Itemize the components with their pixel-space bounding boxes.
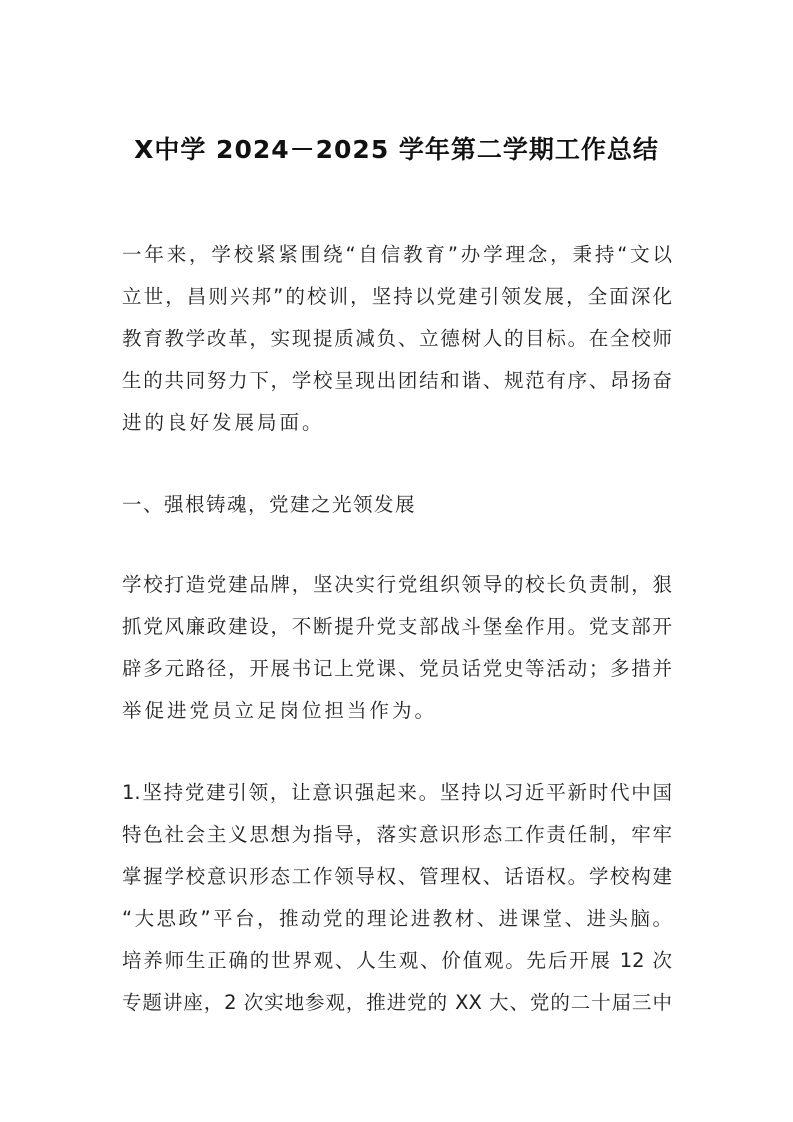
- section-paragraph-line: 辟多元路径，开展书记上党课、党员话党史等活动；多措并: [122, 657, 672, 680]
- intro-line: 教育教学改革，实现提质减负、立德树人的目标。在全校师: [122, 327, 672, 350]
- item-paragraph-line: 掌握学校意识形态工作领导权、管理权、话语权。学校构建: [122, 865, 672, 888]
- item-paragraph-line: 1.坚持党建引领，让意识强起来。坚持以习近平新时代中国: [122, 781, 672, 804]
- section-paragraph-line: 举促进党员立足岗位担当作为。: [122, 699, 438, 722]
- item-paragraph-line: 专题讲座，2 次实地参观，推进党的 XX 大、党的二十届三中: [122, 991, 672, 1014]
- section-paragraph-line: 抓党风廉政建设，不断提升党支部战斗堡垒作用。党支部开: [122, 615, 672, 638]
- section-heading: 一、强根铸魂，党建之光领发展: [122, 493, 417, 516]
- intro-line: 生的共同努力下，学校呈现出团结和谐、规范有序、昂扬奋: [122, 369, 672, 392]
- document-title: X中学 2024－2025 学年第二学期工作总结: [134, 135, 659, 164]
- item-paragraph-line: “大思政”平台，推动党的理论进教材、进课堂、进头脑。: [122, 907, 672, 930]
- section-paragraph-line: 学校打造党建品牌，坚决实行党组织领导的校长负责制，狠: [122, 573, 672, 596]
- intro-line: 一年来，学校紧紧围绕“自信教育”办学理念，秉持“文以: [122, 243, 672, 266]
- intro-line: 立世，昌则兴邦”的校训，坚持以党建引领发展，全面深化: [122, 285, 672, 308]
- item-paragraph-line: 特色社会主义思想为指导，落实意识形态工作责任制，牢牢: [122, 823, 672, 846]
- intro-line: 进的良好发展局面。: [122, 411, 325, 434]
- item-paragraph-line: 培养师生正确的世界观、人生观、价值观。先后开展 12 次: [122, 949, 672, 972]
